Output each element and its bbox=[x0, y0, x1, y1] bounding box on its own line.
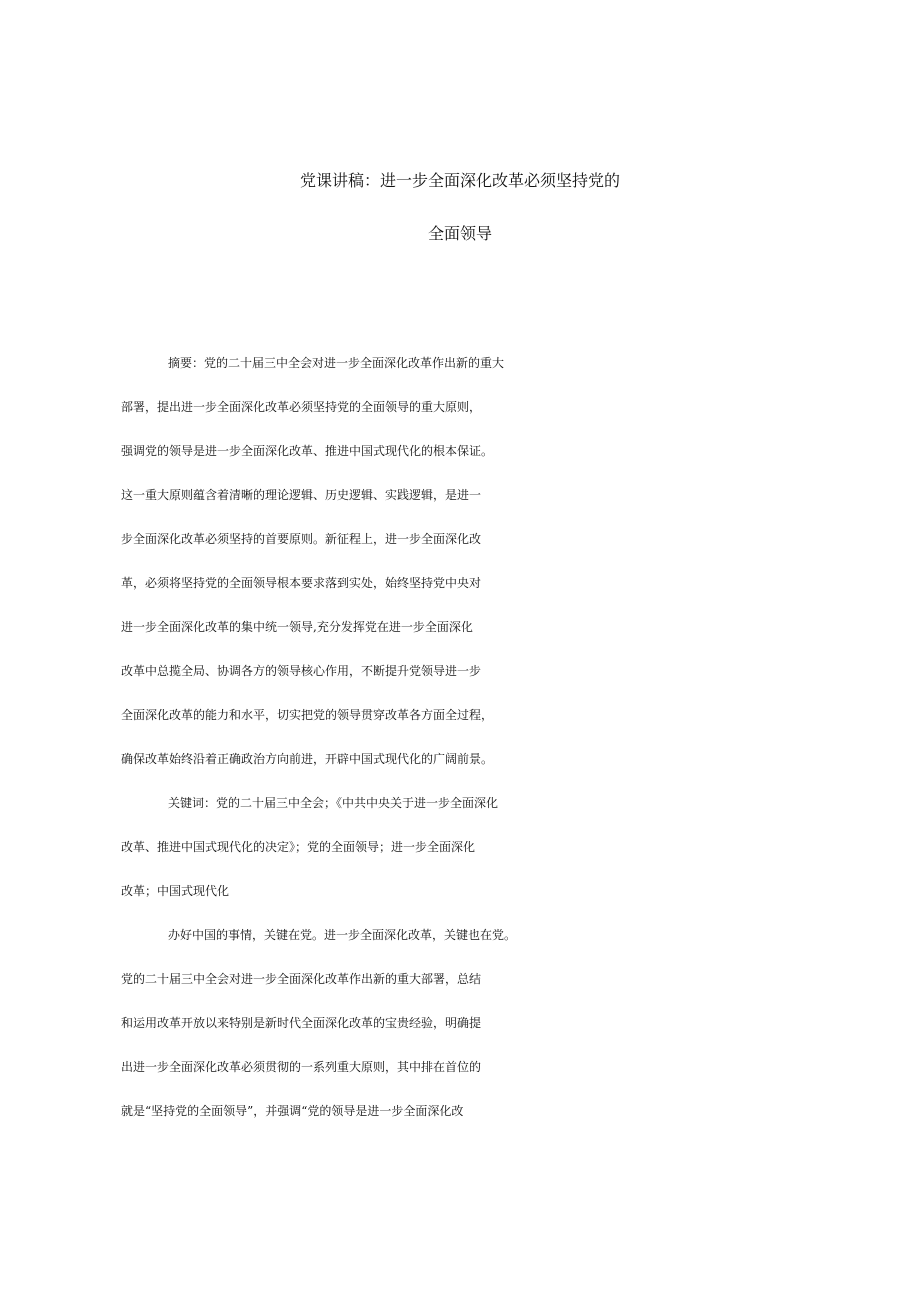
body-line: 和运用改革开放以来特别是新时代全面深化改革的宝贵经验，明确提 bbox=[121, 1016, 482, 1030]
document-title-line-2: 全面领导 bbox=[427, 224, 492, 243]
body-line: 办好中国的事情，关键在党。进一步全面深化改革，关键也在党。 bbox=[168, 928, 517, 942]
abstract-line: 强调党的领导是进一步全面深化改革、推进中国式现代化的根本保证。 bbox=[121, 444, 494, 458]
document-title-line-1: 党课讲稿：进一步全面深化改革必须坚持党的 bbox=[299, 171, 620, 190]
abstract-line: 这一重大原则蕴含着清晰的理论逻辑、历史逻辑、实践逻辑，是进一 bbox=[121, 488, 482, 502]
body-line: 就是“坚持党的全面领导”，并强调“党的领导是进一步全面深化改 bbox=[121, 1104, 464, 1118]
abstract-line: 部署，提出进一步全面深化改革必须坚持党的全面领导的重大原则， bbox=[121, 400, 482, 414]
abstract-line: 革，必须将坚持党的全面领导根本要求落到实处，始终坚持党中央对 bbox=[121, 576, 482, 590]
body-line: 出进一步全面深化改革必须贯彻的一系列重大原则，其中排在首位的 bbox=[121, 1060, 482, 1074]
abstract-line: 进一步全面深化改革的集中统一领导,充分发挥党在进一步全面深化 bbox=[121, 620, 473, 634]
keywords-line: 关键词：党的二十届三中全会；《中共中央关于进一步全面深化 bbox=[168, 796, 499, 810]
keywords-line: 改革、推进中国式现代化的决定》；党的全面领导；进一步全面深化 bbox=[121, 840, 476, 854]
abstract-line: 摘要：党的二十届三中全会对进一步全面深化改革作出新的重大 bbox=[168, 356, 505, 370]
abstract-line: 全面深化改革的能力和水平，切实把党的领导贯穿改革各方面全过程， bbox=[121, 708, 494, 722]
abstract-line: 步全面深化改革必须坚持的首要原则。新征程上，进一步全面深化改 bbox=[121, 532, 482, 546]
abstract-line: 确保改革始终沿着正确政治方向前进，开辟中国式现代化的广阔前景。 bbox=[121, 752, 494, 766]
abstract-line: 改革中总揽全局、协调各方的领导核心作用，不断提升党领导进一步 bbox=[121, 664, 482, 678]
body-line: 党的二十届三中全会对进一步全面深化改革作出新的重大部署，总结 bbox=[121, 972, 482, 986]
keywords-line: 改革；中国式现代化 bbox=[121, 884, 230, 898]
